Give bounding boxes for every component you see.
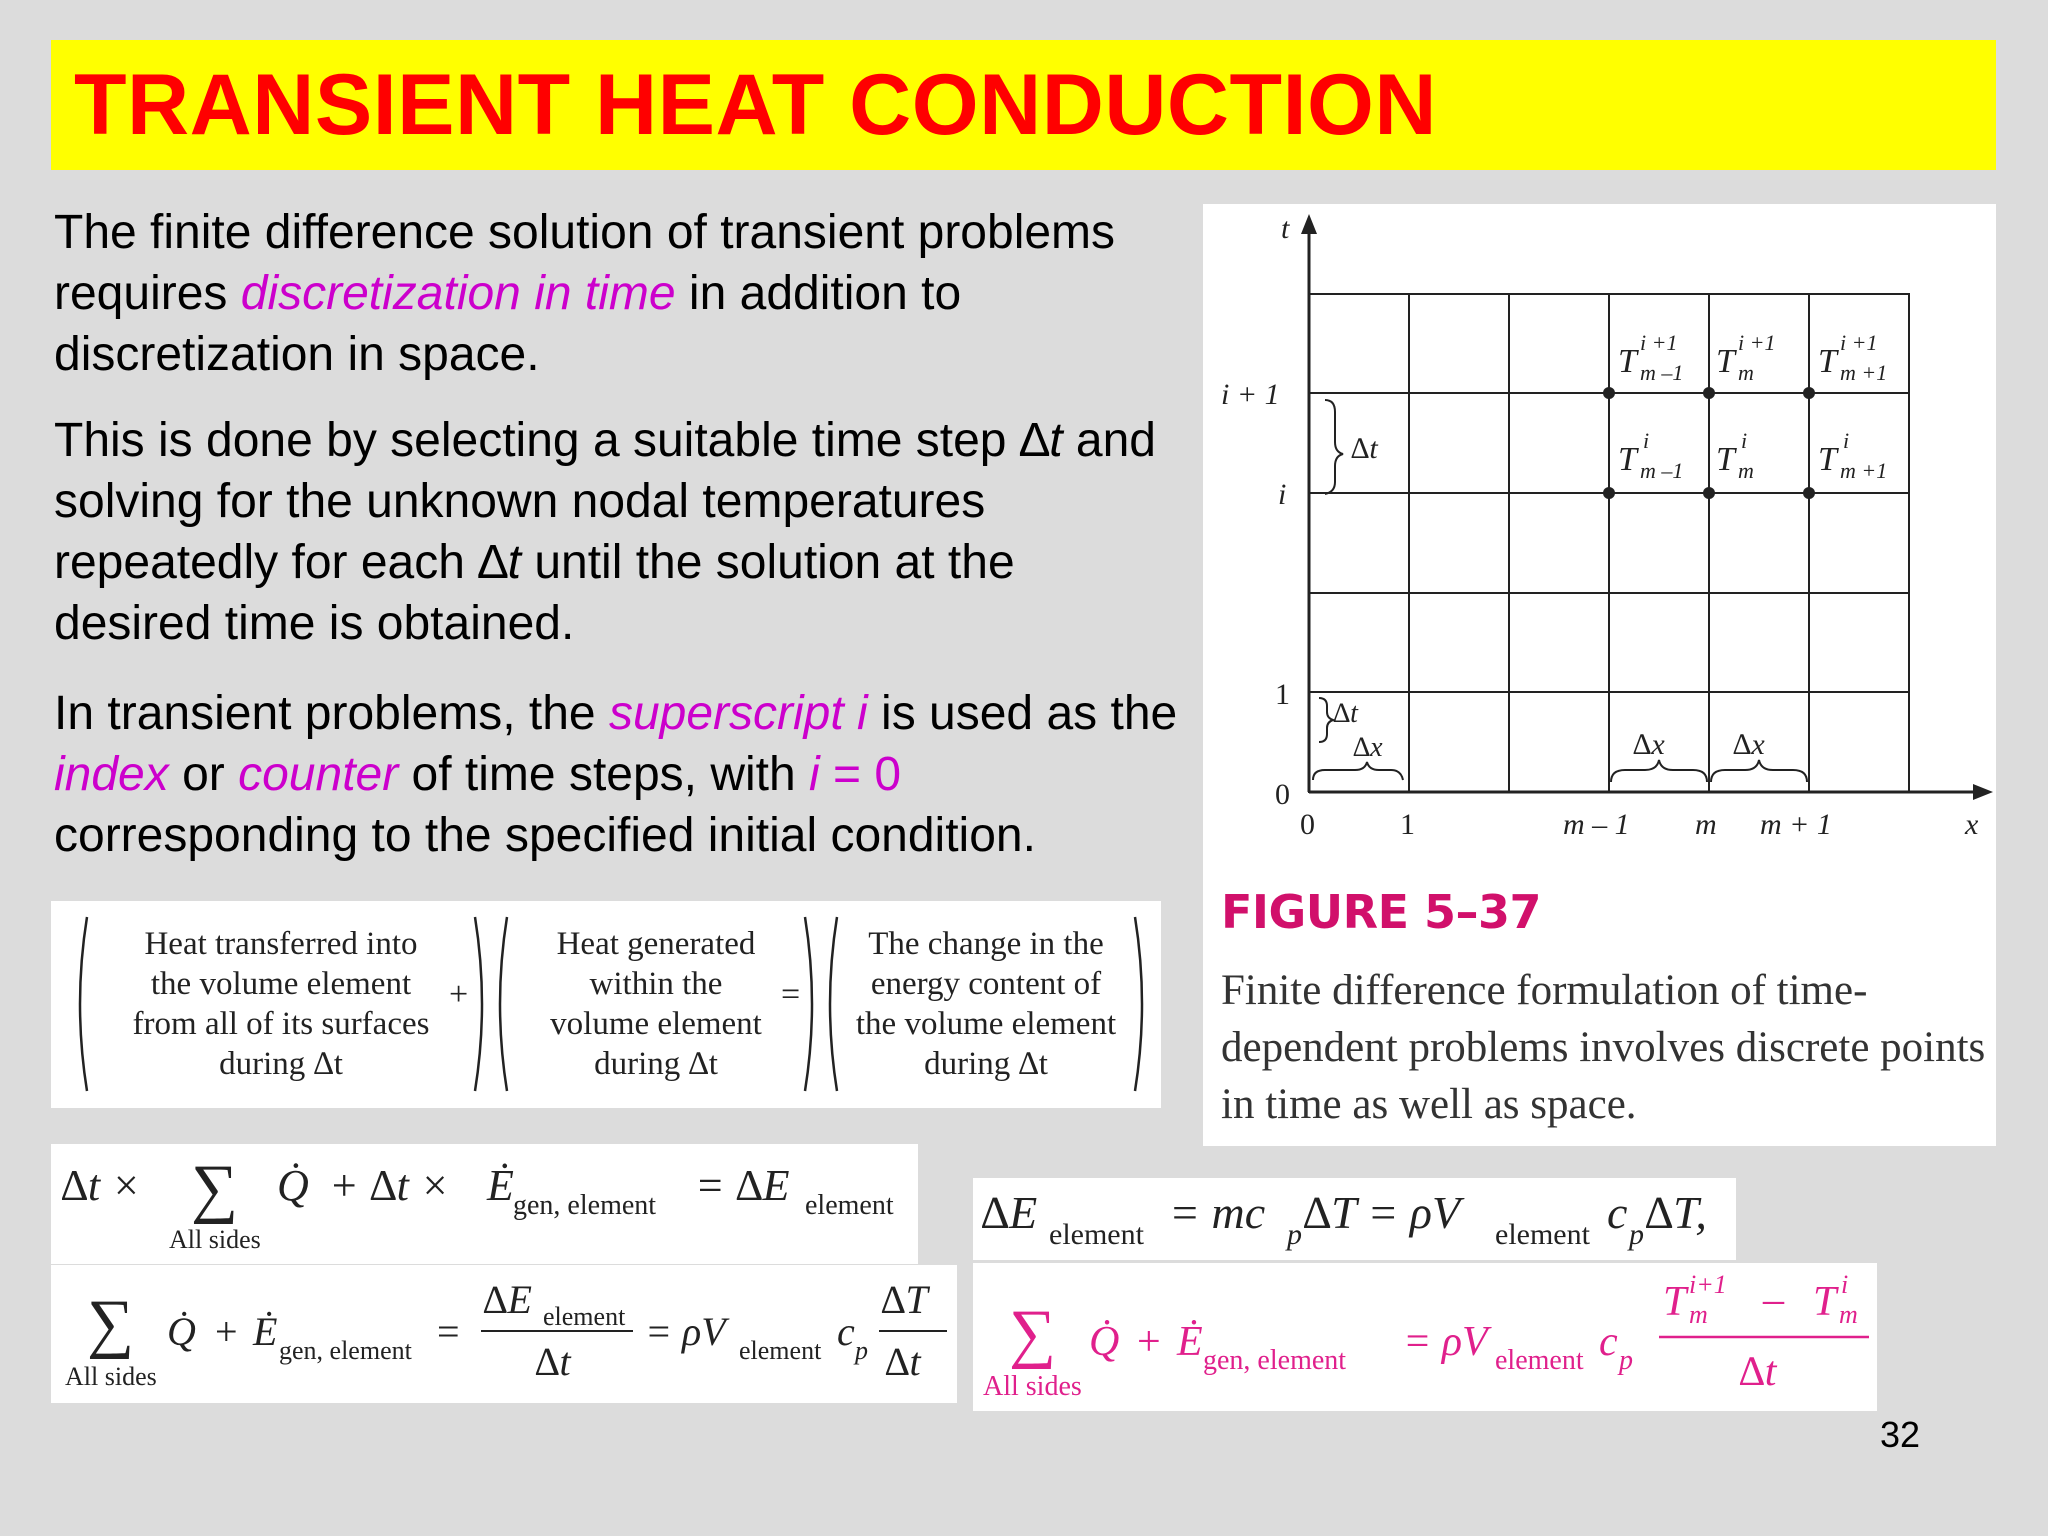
- x-tick-m: m: [1695, 808, 1717, 841]
- node-sup: i +1: [1840, 330, 1878, 355]
- node-sub: m: [1738, 360, 1754, 385]
- t-tick-i: i: [1278, 478, 1287, 511]
- term3-line1: The change in the: [868, 926, 1104, 962]
- dx-small-label: ∆x: [1353, 732, 1383, 763]
- node-sup: i +1: [1640, 330, 1678, 355]
- node-sup: i: [1741, 428, 1748, 453]
- term1-line4: during ∆t: [219, 1046, 343, 1082]
- eq5-qdot: Q̇: [1089, 1319, 1120, 1365]
- eq5-num-a-sub: m: [1689, 1300, 1708, 1329]
- node-label-bot-right: [1818, 428, 1887, 483]
- eq3-frac2-num: ∆T: [881, 1277, 928, 1322]
- equation-2-svg: [51, 1144, 918, 1264]
- eq5-num-minus: –: [1763, 1277, 1784, 1323]
- eq5-plus: +: [1137, 1319, 1161, 1365]
- eq4-c: c: [1607, 1187, 1628, 1238]
- eq3-sum: ∑: [87, 1287, 135, 1360]
- equals-operator: =: [781, 976, 801, 1013]
- eq3-v-sub: element: [739, 1336, 822, 1365]
- paragraph-1: [54, 202, 1184, 385]
- paragraph-3-text-f: corresponding to the specified initial condition.: [54, 809, 1036, 862]
- node-label-bot-mid: [1716, 428, 1754, 483]
- x-tick-m-minus-1: m – 1: [1563, 808, 1630, 841]
- term1-line2: the volume element: [150, 966, 412, 1002]
- dx-brace-right: [1711, 760, 1807, 782]
- eq2-rhs: = ∆E: [695, 1161, 790, 1210]
- eq5-c-sub: p: [1619, 1345, 1633, 1376]
- node-sub: m +1: [1840, 360, 1888, 385]
- term-heat-transferred: [71, 913, 491, 1095]
- paragraph-3: [54, 683, 1184, 866]
- t-axis-arrow: [1301, 214, 1317, 234]
- eq4-c-sub: p: [1629, 1218, 1644, 1251]
- equation-3-svg: [51, 1265, 957, 1403]
- eq5-eq: = ρV: [1403, 1319, 1488, 1365]
- paragraph-2: [54, 410, 1184, 654]
- term2-line3: volume element: [550, 1006, 762, 1042]
- eq4-end: ∆T,: [1645, 1187, 1707, 1238]
- node-T: T: [1818, 441, 1837, 478]
- highlight-superscript-i: superscript i: [608, 687, 868, 740]
- energy-balance-equation: [51, 901, 1161, 1108]
- highlight-i: i: [809, 748, 820, 801]
- node-sup: i +1: [1738, 330, 1776, 355]
- eq3-eq1: =: [437, 1309, 460, 1354]
- term1-line3: from all of its surfaces: [132, 1006, 430, 1042]
- node-T: T: [1716, 343, 1735, 380]
- equation-5-svg: [973, 1263, 1877, 1411]
- node-T: T: [1618, 441, 1637, 478]
- eq4-mid-sub: p: [1287, 1218, 1302, 1251]
- node-sub: m –1: [1640, 360, 1684, 385]
- equation-5: [973, 1263, 1877, 1411]
- eq2-edot-sub: gen, element: [513, 1190, 657, 1221]
- eq3-sum-under: All sides: [65, 1362, 157, 1391]
- eq3-plus: +: [215, 1309, 238, 1354]
- term2-line2: within the: [589, 966, 723, 1002]
- eq5-sum: ∑: [1009, 1297, 1057, 1370]
- eq2-sum-under: All sides: [169, 1225, 261, 1254]
- eq5-sum-under: All sides: [983, 1371, 1082, 1402]
- node-T: T: [1818, 343, 1837, 380]
- node-label-top-left: [1618, 330, 1683, 385]
- dt-label: ∆t: [1351, 432, 1378, 465]
- dt-small-label: ∆t: [1333, 698, 1358, 729]
- term3-line3: the volume element: [855, 1006, 1117, 1042]
- figure-caption-text: Finite difference formulation of time-dependent problems involves discrete points in time as well as space.: [1221, 967, 1986, 1128]
- eq3-edot: Ė: [253, 1309, 278, 1354]
- eq2-plus: + ∆t ×: [329, 1161, 450, 1210]
- eq4-lhs-sub: element: [1049, 1218, 1144, 1251]
- paragraph-2-text-a: This is done by selecting a suitable time step: [54, 414, 1020, 467]
- node-sup: i: [1643, 428, 1650, 453]
- eq5-num-b: T: [1813, 1279, 1837, 1325]
- paragraph-1-text-a: The finite difference solution of transient problems requires: [54, 206, 1116, 320]
- dx-label-left: ∆x: [1633, 728, 1665, 761]
- highlight-equals-zero: = 0: [819, 748, 902, 801]
- paragraph-1-text-b: in addition to discretization in space.: [54, 267, 962, 381]
- paragraph-3-text-c: or: [168, 748, 239, 801]
- eq2-sum: ∑: [191, 1152, 239, 1225]
- x-tick-m-plus-1: m + 1: [1760, 808, 1832, 841]
- left-paren: [821, 913, 841, 1095]
- eq5-c: c: [1599, 1319, 1618, 1365]
- dx-brace-left: [1611, 760, 1707, 782]
- t-symbol: t: [507, 536, 521, 589]
- x-axis-arrow: [1973, 784, 1993, 800]
- t-tick-i-plus-1: i + 1: [1221, 378, 1280, 411]
- node-label-top-right: [1818, 330, 1887, 385]
- eq5-edot: Ė: [1177, 1319, 1203, 1365]
- t-symbol: t: [1049, 414, 1063, 467]
- term3-line4: during ∆t: [924, 1046, 1048, 1082]
- paragraph-3-text-a: In transient problems, the: [54, 687, 609, 740]
- left-paren: [491, 913, 511, 1095]
- eq5-edot-sub: gen, element: [1203, 1345, 1347, 1376]
- right-paren: [801, 913, 821, 1095]
- node-sup: i: [1843, 428, 1850, 453]
- paragraph-2-text-b: and solving for the unknown nodal temperatures repeatedly for each: [54, 414, 1156, 589]
- grid-diagram: [1203, 204, 1996, 864]
- eq2-lhs: ∆t ×: [61, 1161, 141, 1210]
- eq2-edot: Ė: [487, 1161, 514, 1210]
- t-tick-0: 0: [1275, 778, 1290, 811]
- delta-symbol: ∆: [478, 536, 508, 589]
- x-tick-0: 0: [1300, 808, 1315, 841]
- node-T: T: [1716, 441, 1735, 478]
- dt-brace: [1325, 400, 1343, 494]
- eq2-rhs-sub: element: [805, 1190, 894, 1221]
- term-energy-change: [821, 913, 1151, 1095]
- eq5-num-b-sub: m: [1839, 1300, 1858, 1329]
- eq5-v-sub: element: [1495, 1345, 1584, 1376]
- dx-small-brace: [1313, 762, 1403, 780]
- eq5-num-b-sup: i: [1841, 1270, 1849, 1299]
- eq3-edot-sub: gen, element: [279, 1336, 412, 1365]
- right-paren: [1131, 913, 1151, 1095]
- eq4-mid2: ∆T = ρV: [1303, 1187, 1461, 1238]
- x-axis-label: x: [1965, 808, 1979, 841]
- equation-4: [973, 1178, 1736, 1260]
- x-tick-1: 1: [1400, 808, 1415, 841]
- equation-4-svg: [973, 1178, 1736, 1260]
- dx-label-right: ∆x: [1733, 728, 1765, 761]
- node-sub: m –1: [1640, 458, 1684, 483]
- node-T: T: [1618, 343, 1637, 380]
- paragraph-3-text-b: is used as the: [867, 687, 1178, 740]
- page-number: 32: [1880, 1414, 1921, 1455]
- eq5-den: ∆t: [1739, 1349, 1777, 1395]
- eq3-qdot: Q̇: [167, 1309, 196, 1354]
- term2-line4: during ∆t: [594, 1046, 718, 1082]
- title-bar: [51, 40, 1996, 170]
- node-label-bot-left: [1618, 428, 1683, 483]
- eq3-frac-num: ∆E: [483, 1277, 532, 1322]
- eq2-qdot: Q̇: [277, 1161, 309, 1210]
- t-axis-label: t: [1281, 212, 1290, 245]
- eq3-frac2-den: ∆t: [885, 1339, 921, 1384]
- node-label-top-mid: [1716, 330, 1775, 385]
- eq3-frac-num-sub: element: [543, 1302, 626, 1331]
- eq5-num-a: T: [1663, 1279, 1687, 1325]
- eq4-mid: = mc: [1169, 1187, 1266, 1238]
- eq3-frac-den: ∆t: [535, 1339, 571, 1384]
- node-sub: m +1: [1840, 458, 1888, 483]
- left-paren: [71, 913, 91, 1095]
- t-tick-1: 1: [1275, 678, 1290, 711]
- eq3-eq2: = ρV: [645, 1309, 726, 1354]
- highlight-counter: counter: [238, 748, 399, 801]
- paragraph-2-text-c: until the solution at the desired time is obtained.: [54, 536, 1015, 650]
- highlight-discretization-in-time: discretization in time: [240, 267, 676, 320]
- equation-2: [51, 1144, 918, 1264]
- highlight-index: index: [54, 748, 169, 801]
- node-sub: m: [1738, 458, 1754, 483]
- eq5-num-a-sup: i+1: [1689, 1270, 1727, 1299]
- eq4-v-sub: element: [1495, 1218, 1590, 1251]
- eq4-lhs: ∆E: [981, 1187, 1038, 1238]
- term3-line2: energy content of: [870, 966, 1102, 1002]
- plus-operator: +: [449, 976, 469, 1013]
- eq3-cp-sub: p: [855, 1336, 868, 1365]
- figure-caption-title: FIGURE 5–37: [1221, 885, 1542, 939]
- paragraph-3-text-d: of time steps, with: [398, 748, 810, 801]
- equation-3: [51, 1265, 957, 1403]
- term1-line1: Heat transferred into: [144, 926, 418, 962]
- right-paren: [471, 913, 491, 1095]
- term2-line1: Heat generated: [556, 926, 756, 962]
- term-heat-generated: [491, 913, 821, 1095]
- dt-small-brace: [1319, 698, 1333, 742]
- delta-symbol: ∆: [1019, 414, 1050, 467]
- slide-title: TRANSIENT HEAT CONDUCTION: [74, 57, 1437, 153]
- eq3-cp: c: [837, 1309, 855, 1354]
